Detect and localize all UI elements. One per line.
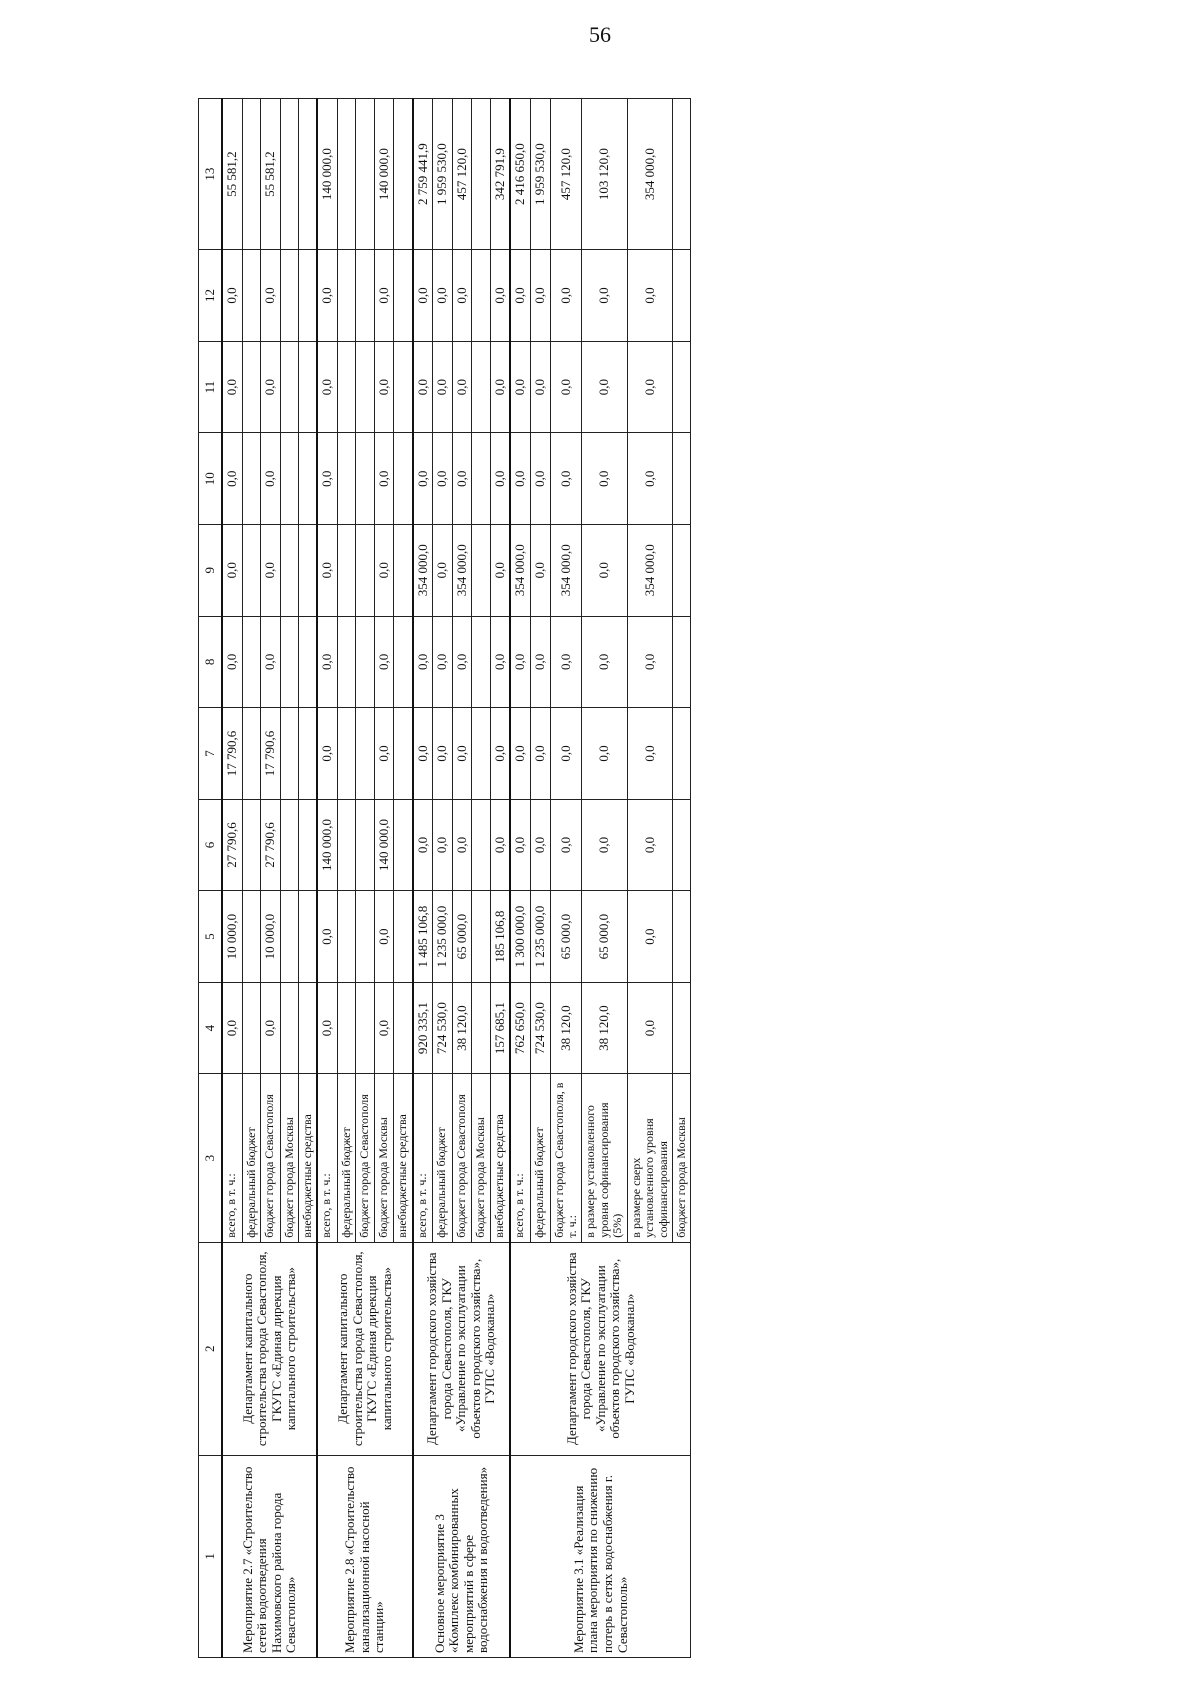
amount-cell [356, 524, 374, 616]
amount-cell: 0,0 [582, 341, 627, 433]
amount-cell [280, 799, 298, 891]
amount-cell [472, 250, 490, 342]
amount-cell: 0,0 [550, 433, 582, 525]
column-header: 8 [199, 616, 223, 708]
measure-name: Основное мероприятие 3 «Комплекс комбинированных мероприятий в сфере водоснабжения и водоотведения» [413, 1455, 511, 1657]
amount-cell: 0,0 [374, 982, 394, 1074]
amount-cell: 0,0 [550, 799, 582, 891]
executor-cell: Департамент капитального строительства города Севастополя, ГКУГС «Единая дирекция капитального строительства» [317, 1242, 412, 1455]
amount-cell: 0,0 [452, 799, 472, 891]
amount-cell [394, 433, 413, 525]
amount-cell [356, 982, 374, 1074]
amount-cell: 38 120,0 [582, 982, 627, 1074]
column-header: 10 [199, 433, 223, 525]
table-row [510, 99, 530, 1658]
amount-cell [242, 250, 260, 342]
amount-cell [472, 616, 490, 708]
amount-cell [242, 99, 260, 250]
column-header: 12 [199, 250, 223, 342]
amount-cell: 0,0 [413, 708, 433, 800]
amount-cell: 0,0 [374, 616, 394, 708]
column-header: 13 [199, 99, 223, 250]
amount-cell: 0,0 [433, 524, 453, 616]
amount-cell: 0,0 [490, 799, 510, 891]
amount-cell: 342 791,9 [490, 99, 510, 250]
amount-cell: 0,0 [260, 982, 280, 1074]
measure-name: Мероприятие 2.7 «Строительство сетей водоотведения Нахимовского района города Севастополя» [222, 1455, 317, 1657]
amount-cell: 920 335,1 [413, 982, 433, 1074]
amount-cell: 0,0 [510, 433, 530, 525]
amount-cell: 0,0 [260, 524, 280, 616]
amount-cell [472, 524, 490, 616]
amount-cell: 354 000,0 [413, 524, 433, 616]
amount-cell: 0,0 [550, 341, 582, 433]
amount-cell: 354 000,0 [510, 524, 530, 616]
amount-cell: 157 685,1 [490, 982, 510, 1074]
amount-cell: 0,0 [490, 341, 510, 433]
amount-cell: 0,0 [627, 250, 672, 342]
amount-cell: 0,0 [490, 708, 510, 800]
amount-cell: 17 790,6 [222, 708, 242, 800]
funding-source: бюджет города Севастополя, в т. ч.: [550, 1074, 582, 1242]
amount-cell: 0,0 [510, 799, 530, 891]
amount-cell: 0,0 [627, 341, 672, 433]
amount-cell: 762 650,0 [510, 982, 530, 1074]
amount-cell: 185 106,8 [490, 891, 510, 983]
amount-cell: 724 530,0 [433, 982, 453, 1074]
amount-cell [242, 982, 260, 1074]
amount-cell: 10 000,0 [260, 891, 280, 983]
budget-table [198, 98, 691, 1658]
amount-cell: 0,0 [260, 250, 280, 342]
amount-cell: 0,0 [374, 891, 394, 983]
funding-source: федеральный бюджет [433, 1074, 453, 1242]
amount-cell: 0,0 [490, 250, 510, 342]
amount-cell: 2 416 650,0 [510, 99, 530, 250]
executor-cell: Департамент городского хозяйства города Севастополя, ГКУ «Управление по эксплуатации объектов городского хозяйства», ГУПС «Водоканал» [413, 1242, 511, 1455]
funding-source: в размере сверх установленного уровня софинансирования [627, 1074, 672, 1242]
amount-cell [472, 891, 490, 983]
amount-cell: 0,0 [317, 982, 337, 1074]
page-number: 56 [589, 22, 611, 47]
amount-cell: 0,0 [452, 616, 472, 708]
funding-source: внебюджетные средства [490, 1074, 510, 1242]
amount-cell: 1 235 000,0 [433, 891, 453, 983]
amount-cell [337, 891, 355, 983]
amount-cell: 0,0 [510, 250, 530, 342]
amount-cell: 0,0 [433, 616, 453, 708]
amount-cell [298, 250, 317, 342]
measure-name: Мероприятие 3.1 «Реализация плана мероприятия по снижению потерь в сетях водоснабжения г. Севастополь» [510, 1455, 691, 1657]
amount-cell [356, 799, 374, 891]
amount-cell: 0,0 [413, 616, 433, 708]
amount-cell [673, 799, 691, 891]
amount-cell: 0,0 [627, 433, 672, 525]
amount-cell: 38 120,0 [452, 982, 472, 1074]
funding-source: федеральный бюджет [530, 1074, 550, 1242]
amount-cell: 0,0 [374, 433, 394, 525]
amount-cell: 0,0 [433, 708, 453, 800]
amount-cell: 1 300 000,0 [510, 891, 530, 983]
amount-cell: 0,0 [627, 891, 672, 983]
funding-source: бюджет города Москвы [280, 1074, 298, 1242]
amount-cell [394, 982, 413, 1074]
amount-cell [242, 708, 260, 800]
amount-cell: 17 790,6 [260, 708, 280, 800]
amount-cell: 140 000,0 [374, 799, 394, 891]
amount-cell [242, 341, 260, 433]
amount-cell [298, 99, 317, 250]
amount-cell [337, 99, 355, 250]
table-row [222, 99, 242, 1658]
executor-cell: Департамент капитального строительства города Севастополя, ГКУГС «Единая дирекция капитального строительства» [222, 1242, 317, 1455]
amount-cell [242, 524, 260, 616]
amount-cell: 0,0 [433, 433, 453, 525]
amount-cell: 0,0 [433, 341, 453, 433]
amount-cell: 0,0 [374, 524, 394, 616]
amount-cell: 0,0 [530, 341, 550, 433]
amount-cell: 0,0 [627, 799, 672, 891]
funding-source: бюджет города Москвы [673, 1074, 691, 1242]
amount-cell [472, 433, 490, 525]
table-row [413, 99, 433, 1658]
amount-cell: 1 235 000,0 [530, 891, 550, 983]
amount-cell [673, 341, 691, 433]
funding-source: всего, в т. ч.: [317, 1074, 337, 1242]
amount-cell [673, 250, 691, 342]
amount-cell: 0,0 [222, 982, 242, 1074]
column-header: 11 [199, 341, 223, 433]
amount-cell [356, 341, 374, 433]
amount-cell: 0,0 [317, 891, 337, 983]
amount-cell: 0,0 [317, 341, 337, 433]
amount-cell: 103 120,0 [582, 99, 627, 250]
amount-cell: 354 000,0 [627, 524, 672, 616]
amount-cell: 55 581,2 [222, 99, 242, 250]
amount-cell [356, 708, 374, 800]
amount-cell: 0,0 [433, 799, 453, 891]
amount-cell: 0,0 [222, 250, 242, 342]
amount-cell: 0,0 [582, 433, 627, 525]
amount-cell: 0,0 [582, 799, 627, 891]
amount-cell [356, 433, 374, 525]
amount-cell [394, 250, 413, 342]
amount-cell [298, 524, 317, 616]
amount-cell [337, 433, 355, 525]
funding-source: всего, в т. ч.: [413, 1074, 433, 1242]
amount-cell: 0,0 [317, 524, 337, 616]
executor-cell: Департамент городского хозяйства города Севастополя, ГКУ «Управление по эксплуатации объектов городского хозяйства», ГУПС «Водоканал» [510, 1242, 691, 1455]
amount-cell: 0,0 [550, 708, 582, 800]
amount-cell [337, 341, 355, 433]
amount-cell [242, 891, 260, 983]
amount-cell [356, 99, 374, 250]
amount-cell: 65 000,0 [582, 891, 627, 983]
amount-cell: 1 959 530,0 [530, 99, 550, 250]
amount-cell: 0,0 [413, 250, 433, 342]
amount-cell [280, 433, 298, 525]
amount-cell: 0,0 [413, 341, 433, 433]
amount-cell: 0,0 [627, 708, 672, 800]
amount-cell: 38 120,0 [550, 982, 582, 1074]
amount-cell: 0,0 [260, 341, 280, 433]
amount-cell [337, 708, 355, 800]
amount-cell: 0,0 [582, 708, 627, 800]
amount-cell: 0,0 [452, 250, 472, 342]
amount-cell: 0,0 [222, 341, 242, 433]
amount-cell [394, 99, 413, 250]
amount-cell: 65 000,0 [550, 891, 582, 983]
budget-table-rotated [198, 98, 1078, 1658]
amount-cell [298, 799, 317, 891]
funding-source: федеральный бюджет [337, 1074, 355, 1242]
amount-cell [394, 524, 413, 616]
amount-cell: 0,0 [452, 341, 472, 433]
amount-cell: 0,0 [510, 708, 530, 800]
amount-cell [298, 433, 317, 525]
amount-cell [242, 799, 260, 891]
amount-cell [298, 982, 317, 1074]
table-row [317, 99, 337, 1658]
amount-cell: 457 120,0 [452, 99, 472, 250]
amount-cell [280, 616, 298, 708]
amount-cell [394, 891, 413, 983]
amount-cell [298, 891, 317, 983]
column-header: 1 [199, 1455, 223, 1657]
funding-source: бюджет города Севастополя [356, 1074, 374, 1242]
amount-cell: 0,0 [530, 250, 550, 342]
table-body [222, 99, 691, 1658]
funding-source: бюджет города Севастополя [260, 1074, 280, 1242]
column-header: 2 [199, 1242, 223, 1455]
column-header: 6 [199, 799, 223, 891]
amount-cell: 0,0 [582, 616, 627, 708]
funding-source: федеральный бюджет [242, 1074, 260, 1242]
amount-cell [242, 433, 260, 525]
amount-cell: 354 000,0 [550, 524, 582, 616]
amount-cell: 0,0 [374, 250, 394, 342]
amount-cell [673, 99, 691, 250]
amount-cell: 0,0 [510, 616, 530, 708]
column-header: 3 [199, 1074, 223, 1242]
amount-cell: 0,0 [317, 616, 337, 708]
amount-cell [337, 250, 355, 342]
amount-cell: 0,0 [317, 433, 337, 525]
funding-source: бюджет города Москвы [374, 1074, 394, 1242]
amount-cell: 0,0 [490, 616, 510, 708]
amount-cell [298, 341, 317, 433]
amount-cell [280, 891, 298, 983]
amount-cell [298, 708, 317, 800]
column-header: 7 [199, 708, 223, 800]
amount-cell: 10 000,0 [222, 891, 242, 983]
funding-source: внебюджетные средства [394, 1074, 413, 1242]
amount-cell [472, 99, 490, 250]
amount-cell: 0,0 [627, 616, 672, 708]
amount-cell [673, 524, 691, 616]
amount-cell [280, 524, 298, 616]
amount-cell: 457 120,0 [550, 99, 582, 250]
funding-source: в размере установленного уровня софинансирования (5%) [582, 1074, 627, 1242]
amount-cell: 0,0 [530, 708, 550, 800]
amount-cell [673, 708, 691, 800]
amount-cell: 27 790,6 [222, 799, 242, 891]
amount-cell: 0,0 [222, 433, 242, 525]
amount-cell [337, 616, 355, 708]
header-row [199, 99, 223, 1658]
column-header: 9 [199, 524, 223, 616]
amount-cell [280, 99, 298, 250]
amount-cell: 0,0 [510, 341, 530, 433]
column-header: 4 [199, 982, 223, 1074]
amount-cell: 1 959 530,0 [433, 99, 453, 250]
amount-cell: 724 530,0 [530, 982, 550, 1074]
amount-cell [280, 982, 298, 1074]
amount-cell: 0,0 [413, 799, 433, 891]
amount-cell [673, 433, 691, 525]
measure-name: Мероприятие 2.8 «Строительство канализационной насосной станции» [317, 1455, 412, 1657]
amount-cell [337, 982, 355, 1074]
amount-cell: 27 790,6 [260, 799, 280, 891]
amount-cell [394, 341, 413, 433]
amount-cell: 0,0 [627, 982, 672, 1074]
amount-cell [298, 616, 317, 708]
amount-cell [673, 616, 691, 708]
amount-cell: 0,0 [317, 708, 337, 800]
amount-cell: 55 581,2 [260, 99, 280, 250]
amount-cell [356, 891, 374, 983]
amount-cell: 0,0 [490, 524, 510, 616]
amount-cell: 0,0 [374, 708, 394, 800]
amount-cell [242, 616, 260, 708]
amount-cell: 0,0 [452, 708, 472, 800]
amount-cell [394, 708, 413, 800]
amount-cell: 1 485 106,8 [413, 891, 433, 983]
column-header: 5 [199, 891, 223, 983]
amount-cell [394, 799, 413, 891]
amount-cell: 0,0 [582, 250, 627, 342]
amount-cell: 0,0 [550, 250, 582, 342]
amount-cell: 354 000,0 [627, 99, 672, 250]
amount-cell: 0,0 [550, 616, 582, 708]
amount-cell [337, 799, 355, 891]
amount-cell: 0,0 [413, 433, 433, 525]
amount-cell [394, 616, 413, 708]
amount-cell: 0,0 [530, 524, 550, 616]
funding-source: всего, в т. ч.: [510, 1074, 530, 1242]
amount-cell [472, 982, 490, 1074]
amount-cell: 0,0 [530, 799, 550, 891]
funding-source: внебюджетные средства [298, 1074, 317, 1242]
amount-cell: 140 000,0 [317, 99, 337, 250]
amount-cell: 0,0 [260, 616, 280, 708]
amount-cell: 140 000,0 [317, 799, 337, 891]
funding-source: бюджет города Севастополя [452, 1074, 472, 1242]
amount-cell [280, 708, 298, 800]
amount-cell: 0,0 [317, 250, 337, 342]
amount-cell [356, 616, 374, 708]
amount-cell [280, 250, 298, 342]
amount-cell [337, 524, 355, 616]
amount-cell: 0,0 [222, 524, 242, 616]
funding-source: всего, в т. ч.: [222, 1074, 242, 1242]
amount-cell [280, 341, 298, 433]
amount-cell: 140 000,0 [374, 99, 394, 250]
amount-cell [472, 708, 490, 800]
amount-cell: 65 000,0 [452, 891, 472, 983]
amount-cell [472, 341, 490, 433]
amount-cell: 0,0 [490, 433, 510, 525]
amount-cell: 0,0 [222, 616, 242, 708]
amount-cell: 0,0 [374, 341, 394, 433]
amount-cell [673, 891, 691, 983]
amount-cell: 0,0 [530, 433, 550, 525]
amount-cell: 0,0 [433, 250, 453, 342]
amount-cell: 0,0 [582, 524, 627, 616]
amount-cell: 0,0 [530, 616, 550, 708]
amount-cell: 0,0 [452, 433, 472, 525]
amount-cell: 354 000,0 [452, 524, 472, 616]
amount-cell: 0,0 [260, 433, 280, 525]
funding-source: бюджет города Москвы [472, 1074, 490, 1242]
amount-cell [472, 799, 490, 891]
amount-cell: 2 759 441,9 [413, 99, 433, 250]
amount-cell [673, 982, 691, 1074]
amount-cell [356, 250, 374, 342]
